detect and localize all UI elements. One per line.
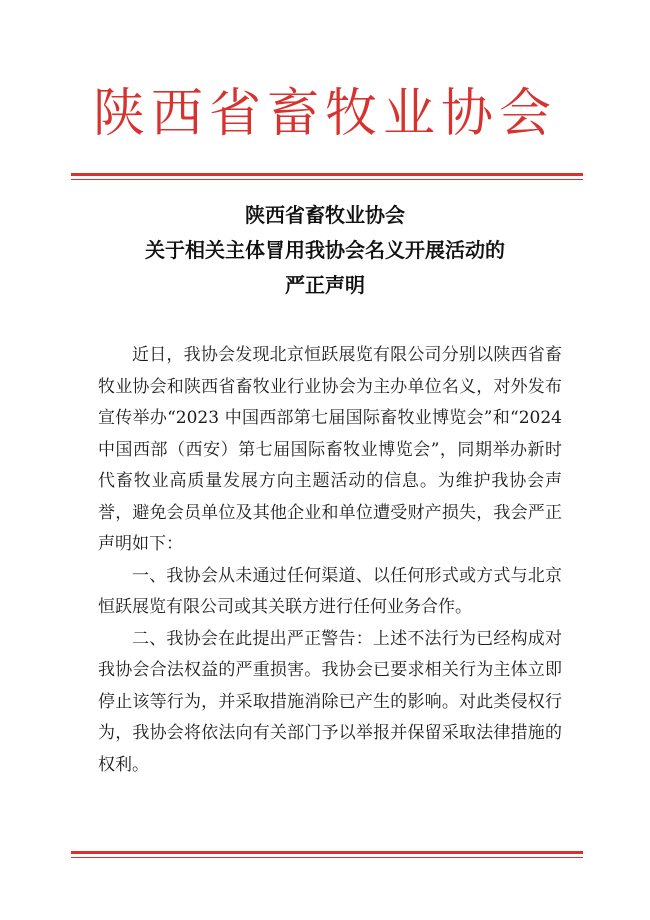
paragraph-point-1: 一、我协会从未通过任何渠道、以任何形式或方式与北京恒跃展览有限公司或其关联方进行任何业务合作。 xyxy=(98,565,562,617)
footer-rule-thin xyxy=(71,857,583,858)
paragraph-point-2: 二、我协会在此提出严正警告：上述不法行为已经构成对我协会合法权益的严重损害。我协会已要求相关行为主体立即停止该等行为，并采取措施消除已产生的影响。对此类侵权行为，我协会将依法向有关部门予以举报并保留采取法律措施的权利。 xyxy=(98,628,562,775)
title-line-2: 关于相关主体冒用我协会名义开展活动的 xyxy=(145,238,505,262)
paragraph-intro: 近日，我协会发现北京恒跃展览有限公司分别以陕西省畜牧业协会和陕西省畜牧业行业协会为主办单位名义，对外发布宣传举办“2023 中国西部第七届国际畜牧业博览会”和“2024 中国西部（西安）第七届国际畜牧业博览会”，同期举办新时代畜牧业高质量发展方向主题活动的信息。为维护我协会声誉，避免会员单位及其他企业和单位遭受财产损失，我会严正声明如下： xyxy=(98,345,562,554)
letterhead-title: 陕西省畜牧业协会 xyxy=(92,84,557,144)
document-body xyxy=(98,340,562,781)
title-line-1: 陕西省畜牧业协会 xyxy=(245,203,405,227)
document-title xyxy=(0,198,650,303)
title-line-3: 严正声明 xyxy=(285,273,365,297)
header-rule-thick xyxy=(71,173,583,176)
footer-rule-thick xyxy=(71,851,583,854)
header-rule-thin xyxy=(71,179,583,180)
